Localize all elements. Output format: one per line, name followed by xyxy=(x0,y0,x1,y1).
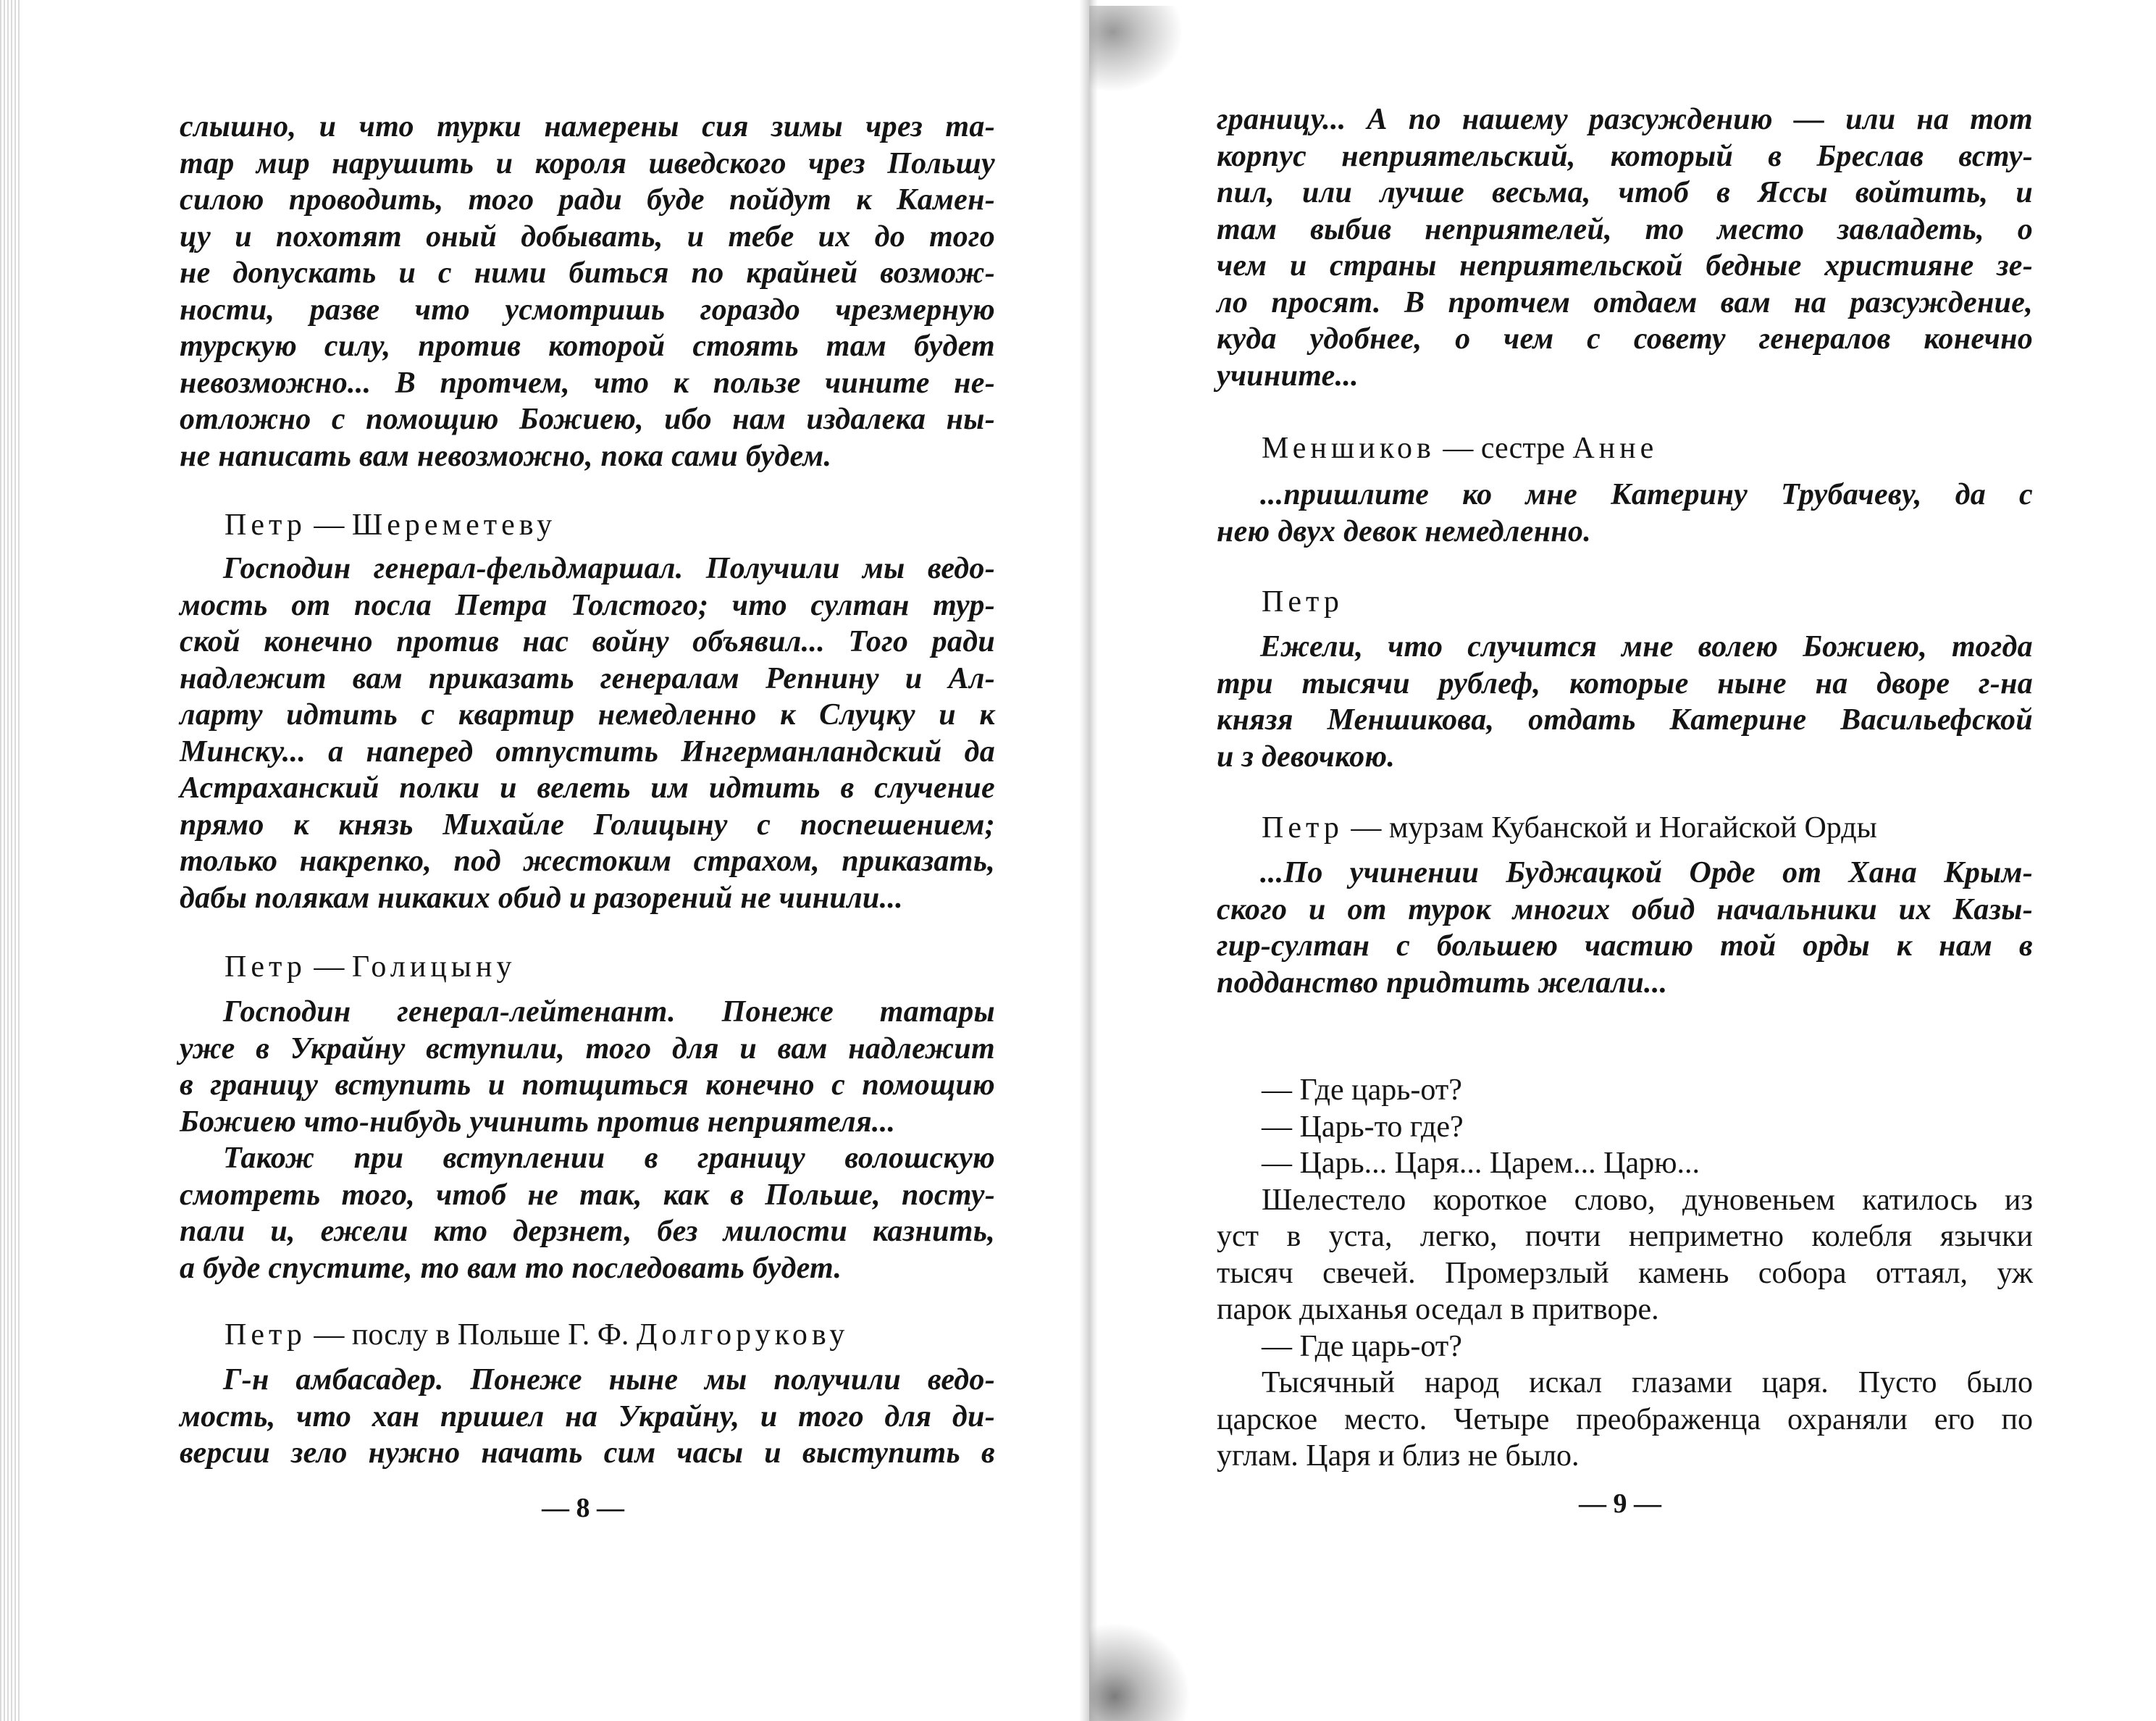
text-line: ской конечно против нас войну объявил... Того ради xyxy=(180,625,995,658)
text-line: смотреть того, чтоб не так, как в Польше, посту- xyxy=(180,1178,995,1212)
text-line: Господин генерал-лейтенант. Понеже татары xyxy=(223,995,995,1029)
text-line: отложно с помощию Божиею, ибо нам издалека ны- xyxy=(180,403,995,436)
text-line: уст в уста, легко, почти неприметно колебля язычки xyxy=(1217,1220,2033,1253)
text-line: пали и, ежели кто дерзнет, без милости казнить, xyxy=(180,1215,995,1248)
letter-recipient-name: Долгорукову xyxy=(636,1318,850,1352)
letter-sender: Петр xyxy=(225,950,306,984)
heading-dash: — xyxy=(306,508,352,542)
text-line: Також при вступлении в границу волошскую xyxy=(223,1142,995,1175)
letter-sender: Петр xyxy=(1262,585,1343,619)
letter-heading xyxy=(1217,584,2033,620)
text-line: а буде спустите, то вам то последовать будет. xyxy=(180,1251,842,1285)
letter-heading xyxy=(1217,430,2033,466)
letter-heading xyxy=(1217,810,2033,846)
heading-dash: — xyxy=(1435,432,1481,465)
text-line: ности, разве что усмотришь гораздо чрезмерную xyxy=(180,293,995,327)
text-line: Г-н амбасадер. Понеже ныне мы получили ведо- xyxy=(223,1363,995,1397)
letter-recipient: сестре xyxy=(1480,432,1565,465)
text-line: не написать вам невозможно, пока сами будем. xyxy=(180,439,832,473)
text-line: Господин генерал-фельдмаршал. Получили мы ведо- xyxy=(223,552,995,585)
text-line: силою проводить, того ради буде пойдут к Камен- xyxy=(180,183,995,217)
letter-body xyxy=(180,550,995,916)
text-line: надлежит вам приказать генералам Репнину и Ал- xyxy=(180,661,995,695)
letter-recipient-name: Анне xyxy=(1572,432,1658,465)
text-line: ского и от турок многих обид начальники их Казы- xyxy=(1217,892,2033,926)
text-line: Астраханский полки и велеть им идтить в случение xyxy=(180,771,995,805)
text-line: гир-султан с большею частию той орды к нам в xyxy=(1217,929,2033,963)
heading-dash: — xyxy=(306,1318,352,1352)
text-line: Минску... а наперед отпустить Ингерманландский да xyxy=(180,734,995,769)
letter-heading xyxy=(180,1317,995,1353)
text-line: нею двух девок немедленно. xyxy=(1217,514,1592,548)
dialogue-line: — Где царь-от? xyxy=(1262,1073,1462,1107)
text-line: турскую силу, против которой стоять там будет xyxy=(180,330,995,363)
text-line: ларту идтить с квартир немедленно к Слуцку и к xyxy=(180,698,995,732)
left-block-1 xyxy=(180,109,995,474)
text-line: Ежели, что случится мне волею Божиею, тогда xyxy=(1260,630,2033,663)
text-line: уже в Украйну вступили, того для и вам надлежит xyxy=(180,1031,995,1065)
letter-heading xyxy=(180,507,995,543)
text-line: учините... xyxy=(1217,359,1359,393)
letter-recipient: послу в Польше Г. Ф. xyxy=(351,1318,629,1352)
text-line: подданство придтить желали... xyxy=(1217,966,1668,1000)
letter-body xyxy=(180,1362,995,1472)
text-line: не допускать и с ними биться по крайней возмож- xyxy=(180,256,995,290)
text-line: три тысячи рублеф, которые ныне на дворе г-на xyxy=(1217,666,2033,700)
text-line: цу и похотят оный добывать, и тебе их до того xyxy=(180,219,995,254)
scan-smudge-bottom xyxy=(1089,1622,1191,1721)
dialogue-line: — Царь-то где? xyxy=(1262,1110,1464,1144)
book-gutter xyxy=(1079,0,1098,1721)
right-block-1 xyxy=(1217,101,2033,394)
text-line: Шелестело короткое слово, дуновеньем катилось из xyxy=(1262,1183,2033,1217)
text-line: версии зело нужно начать сим часы и выступить в xyxy=(180,1436,995,1470)
text-line: ...По учинении Буджацкой Орде от Хана Крым- xyxy=(1260,856,2033,889)
letter-body xyxy=(1217,477,2033,550)
letter-sender: Петр xyxy=(225,1318,306,1352)
page-number: — 9 — xyxy=(1579,1488,1661,1519)
text-line: в границу вступить и потщиться конечно с помощию xyxy=(180,1068,995,1102)
letter-sender: Петр xyxy=(225,508,306,542)
text-line: тысяч свечей. Промерзлый камень собора оттаял, уж xyxy=(1217,1256,2033,1290)
scan-smudge-top xyxy=(1089,6,1183,93)
text-line: Тысячный народ искал глазами царя. Пусто было xyxy=(1262,1366,2033,1399)
text-line: Божиею что-нибудь учинить против неприятеля... xyxy=(180,1105,896,1139)
text-line: князя Меншикова, отдать Катерине Васильефской xyxy=(1217,703,2033,737)
letter-sender: Меншиков xyxy=(1262,432,1435,465)
text-line: ...пришлите ко мне Катерину Трубачеву, да с xyxy=(1260,478,2033,511)
text-line: парок дыханья оседал в притворе. xyxy=(1217,1293,1659,1326)
text-line: границу... А по нашему разсуждению — или на тот xyxy=(1217,103,2033,136)
text-line: слышно, и что турки намерены сия зимы чрез та- xyxy=(180,110,995,143)
text-line: корпус неприятельский, который в Бреслав всту- xyxy=(1217,139,2033,173)
dialogue-line: — Царь... Царя... Царем... Царю... xyxy=(1262,1147,1700,1180)
text-line: там выбив неприятелей, то место завладеть, о xyxy=(1217,212,2033,246)
text-line: только накрепко, под жестоким страхом, приказать, xyxy=(180,845,995,878)
text-line: прямо к князь Михайле Голицыну с поспешением; xyxy=(180,808,995,842)
letter-body xyxy=(1217,855,2033,1001)
letter-body xyxy=(1217,629,2033,775)
dialogue-block xyxy=(1217,1072,2033,1475)
letter-heading xyxy=(180,949,995,985)
text-line: мость от посла Петра Толстого; что султан тур- xyxy=(180,588,995,622)
page-edge-shadow xyxy=(0,0,22,1721)
text-line: и з девочкою. xyxy=(1217,740,1396,774)
page-number: — 8 — xyxy=(542,1493,624,1523)
text-line: чем и страны неприятельской бедные християне зе- xyxy=(1217,249,2033,282)
text-line: невозможно... В протчем, что к пользе чините не- xyxy=(180,366,995,400)
text-line: дабы полякам никаких обид и разорений не чинили... xyxy=(180,881,903,915)
text-line: царское место. Четыре преображенца охраняли его по xyxy=(1217,1402,2033,1436)
heading-dash: — xyxy=(306,950,352,984)
text-line: углам. Царя и близ не было. xyxy=(1217,1439,1580,1473)
text-line: тар мир нарушить и короля шведского чрез Польшу xyxy=(180,146,995,180)
text-line: куда удобнее, о чем с совету генералов конечно xyxy=(1217,322,2033,356)
letter-recipient: Шереметеву xyxy=(351,508,557,542)
letter-sender: Петр xyxy=(1262,811,1343,845)
text-line: мость, что хан пришел на Украйну, и того для ди- xyxy=(180,1399,995,1433)
text-line: пил, или лучше весьма, чтоб в Яссы войтить, и xyxy=(1217,176,2033,209)
text-line: ло просят. В протчем отдаем вам на разсуждение, xyxy=(1217,285,2033,319)
letter-recipient: мурзам Кубанской и Ногайской Орды xyxy=(1388,811,1877,845)
dialogue-line: — Где царь-от? xyxy=(1262,1329,1462,1363)
letter-recipient: Голицыну xyxy=(351,950,516,984)
letter-body xyxy=(180,994,995,1286)
heading-dash: — xyxy=(1343,811,1389,845)
